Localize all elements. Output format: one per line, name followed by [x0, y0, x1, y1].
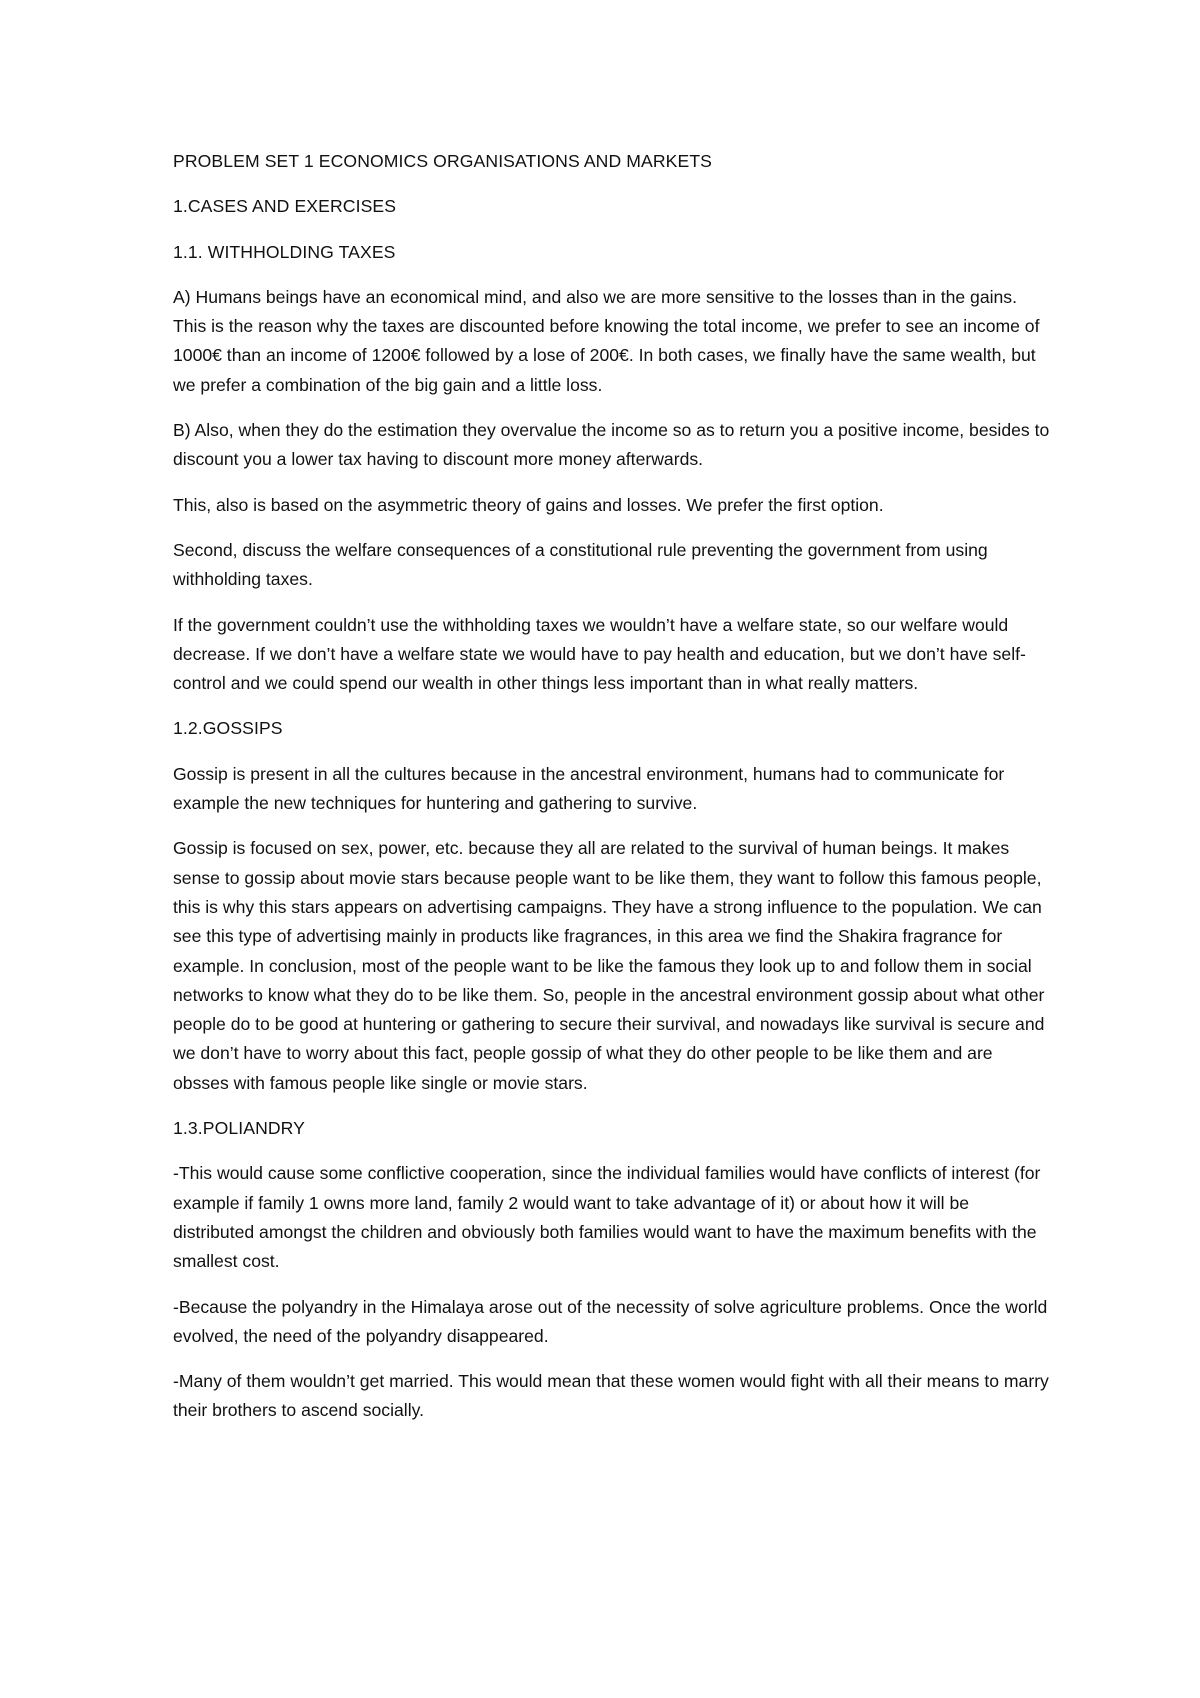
- paragraph-withholding-answer: If the government couldn’t use the withholding taxes we wouldn’t have a welfare state, so our welfare would decrease. If we don’t have a welfare state we would have to pay health and education, but we don’t have self-control and we could spend our wealth in other things less important than in what really matters.: [173, 614, 1026, 694]
- paragraph-poliandry-marriage: -Many of them wouldn’t get married. This would mean that these women would fight with all their means to marry their brothers to ascend socially.: [173, 1371, 1049, 1421]
- paragraph-withholding-asymmetric: This, also is based on the asymmetric theory of gains and losses. We prefer the first option.: [173, 494, 884, 515]
- paragraph-withholding-b: B) Also, when they do the estimation they overvalue the income so as to return you a positive income, besides to discount you a lower tax having to discount more money afterwards.: [173, 420, 1050, 470]
- paragraph-gossips-focus: Gossip is focused on sex, power, etc. because they all are related to the survival of human beings. It makes sense to gossip about movie stars because people want to be like them, they want to follow this famous people, this is why this stars appears on advertising campaigns. They have a strong influence to the population. We can see this type of advertising mainly in products like fragrances, in this area we find the Shakira fragrance for example. In conclusion, most of the people want to be like the famous they look up to and follow them in social networks to know what they do to be like them. So, people in the ancestral environment gossip about what other people do to be good at huntering or gathering to secure their survival, and nowadays like survival is secure and we don’t have to worry about this fact, people gossip of what they do other people to be like them and are obsses with famous people like single or movie stars.: [173, 838, 1045, 1093]
- paragraph-poliandry-conflict: -This would cause some conflictive cooperation, since the individual families would have conflicts of interest (for example if family 1 owns more land, family 2 would want to take advantage of it) or about how it will be distributed amongst the children and obviously both families would want to have the maximum benefits with the smallest cost.: [173, 1163, 1041, 1272]
- paragraph-withholding-question: Second, discuss the welfare consequences of a constitutional rule preventing the government from using withholding taxes.: [173, 539, 988, 590]
- section-heading-gossips: 1.2.GOSSIPS: [173, 718, 283, 739]
- section-heading-withholding: 1.1. WITHHOLDING TAXES: [173, 241, 396, 262]
- document-body: [173, 147, 1053, 1442]
- section-heading-cases: 1.CASES AND EXERCISES: [173, 196, 397, 217]
- paragraph-gossips-ancestral: Gossip is present in all the cultures because in the ancestral environment, humans had to communicate for example the new techniques for huntering and gathering to survive.: [173, 763, 1005, 814]
- section-heading-poliandry: 1.3.POLIANDRY: [173, 1118, 306, 1139]
- paragraph-withholding-a: A) Humans beings have an economical mind, and also we are more sensitive to the losses than in the gains. This is the reason why the taxes are discounted before knowing the total income, we prefer to see an income of 1000€ than an income of 1200€ followed by a lose of 200€. In both cases, we finally have the same wealth, but we prefer a combination of the big gain and a little loss.: [173, 286, 1040, 395]
- document-title: PROBLEM SET 1 ECONOMICS ORGANISATIONS AND MARKETS: [173, 151, 712, 171]
- paragraph-poliandry-himalaya: -Because the polyandry in the Himalaya arose out of the necessity of solve agriculture problems. Once the world evolved, the need of the polyandry disappeared.: [173, 1296, 1048, 1346]
